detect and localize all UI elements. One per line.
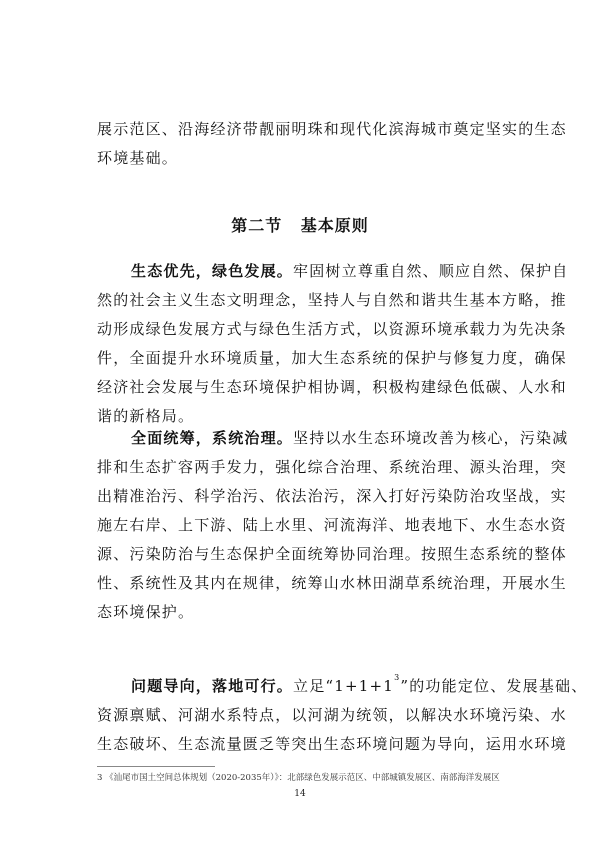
text-line: 出精准治污、科学治污、依法治污，深入打好污染防治攻坚战，实 — [97, 487, 567, 505]
section-number: 第二节 — [231, 216, 283, 235]
text-line: 然的社会主义生态文明理念，坚持人与自然和谐共生基本方略，推 — [97, 291, 567, 309]
text-span: 立足“1+1+1 — [293, 677, 395, 695]
section-title: 基本原则 — [300, 216, 369, 235]
footnote-ref[interactable]: 3 — [394, 673, 401, 682]
paragraph-lead: 全面统筹，系统治理。 — [131, 429, 294, 447]
text-line: 件，全面提升水环境质量，加大生态系统的保护与修复力度，确保 — [97, 349, 567, 367]
text-line: 性、系统性及其内在规律，统筹山水林田湖草系统治理，开展水生 — [97, 574, 567, 592]
intro-paragraph — [97, 115, 567, 173]
text-line: 生态破坏、生态流量匮乏等突出生态环境问题为导向，运用水环境 — [97, 735, 567, 753]
text-line — [97, 672, 588, 701]
text-line: 谐的新格局。 — [97, 407, 195, 425]
footnote-divider — [97, 766, 215, 767]
text-line: 环境基础。 — [97, 149, 179, 167]
text-span: 牢固树立尊重自然、顺应自然、保护自 — [293, 262, 569, 280]
footnote — [97, 771, 500, 783]
section-heading — [0, 213, 600, 236]
paragraph-lead: 生态优先，绿色发展。 — [131, 262, 294, 280]
text-span: 坚持以水生态环境改善为核心，污染减 — [293, 429, 569, 447]
footnote-marker: 3 — [97, 773, 103, 783]
text-line — [97, 257, 569, 286]
text-line: 排和生态扩容两手发力，强化综合治理、系统治理、源头治理，突 — [97, 458, 567, 476]
text-line: 源、污染防治与生态保护全面统筹协同治理。按照生态系统的整体 — [97, 545, 567, 563]
text-line: 资源禀赋、河湖水系特点，以河湖为统领，以解决水环境污染、水 — [97, 706, 567, 724]
text-line: 经济社会发展与生态环境保护相协调，积极构建绿色低碳、人水和 — [97, 378, 567, 396]
footnote-text: 《汕尾市国土空间总体规划（2020-2035年）》：北部绿色发展示范区、中部城镇发展区、南部海洋发展区 — [105, 773, 500, 783]
text-line: 施左右岸、上下游、陆上水里、河流海洋、地表地下、水生态水资 — [97, 516, 567, 534]
page-number: 14 — [294, 789, 306, 799]
text-line: 态环境保护。 — [97, 603, 195, 621]
paragraph-lead: 问题导向，落地可行。 — [131, 677, 294, 695]
text-line: 动形成绿色发展方式与绿色生活方式，以资源环境承载力为先决条 — [97, 320, 567, 338]
paragraph-ecology-first — [97, 257, 569, 431]
text-line — [97, 424, 569, 453]
text-line: 展示范区、沿海经济带靓丽明珠和现代化滨海城市奠定坚实的生态 — [97, 120, 567, 138]
paragraph-problem-oriented — [97, 672, 588, 759]
text-span: ”的功能定位、发展基础、 — [400, 677, 588, 695]
paragraph-overall-planning — [97, 424, 569, 627]
